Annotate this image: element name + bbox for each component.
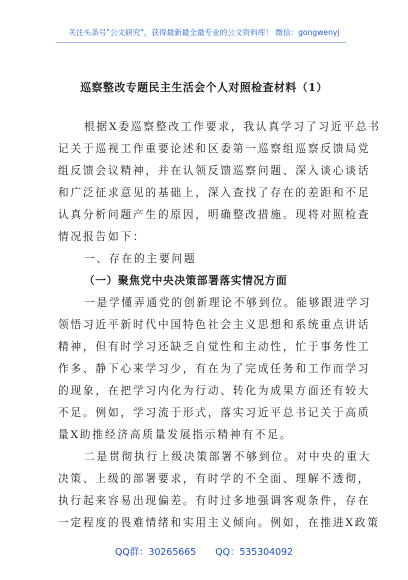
document-title: 巡察整改专题民主生活会个人对照检查材料（1） [80,81,328,94]
qq-group-label: QQ群：30265665 [114,547,197,558]
paragraph-line: 作多、静下心来学习少，有在为了完成任务和工作而学习 [58,363,371,375]
paragraph-line: 领悟习近平新时代中国特色社会主义思想和系统重点讲话 [58,319,371,331]
paragraph-line: 决策、上级的部署要求，有时学的不全面、理解不透彻， [58,473,371,485]
paragraph-line: 一定程度的畏难情绪和实用主义倾向。例如，在推进X政策 [58,517,380,529]
paragraph-line: 认真分析问题产生的原因，明确整改措施。现将对照检查 [58,209,371,221]
paragraph-line: 一是学懂弄通党的创新理论不够到位。能够跟进学习 [84,297,372,309]
paragraph-line: 的现象，在把学习内化为行动、转化为成果方面还有较大 [58,385,371,397]
paragraph-line: 根据X委巡察整改工作要求，我认真学习了习近平总书 [84,121,381,133]
paragraph-line: 记关于巡视工作重要论述和区委第一巡察组巡察反馈局党 [58,143,371,155]
contact-footer [0,544,408,558]
paragraph-line: 精神，但有时学习还缺乏自觉性和主动性，忙于事务性工 [58,341,371,353]
paragraph-line: 量X助推经济高质量发展指示精神有不足。 [58,429,293,441]
banner-divider [56,42,346,43]
paragraph-line: 二是贯彻执行上级决策部署不够到位。对中央的重大 [84,451,372,463]
paragraph-line: 和广泛征求意见的基础上，深入查找了存在的差距和不足 [58,187,371,199]
paragraph-line: 执行起来容易出现偏差。有时过多地强调客观条件，存在 [58,495,371,507]
paragraph-line: 不足。例如，学习流于形式，落实习近平总书记关于高质 [58,407,371,419]
subsection-heading: （一）聚焦党中央决策部署落实情况方面 [84,275,288,287]
paragraph-line: 组反馈会议精神，并在认领反馈巡察问题、深入谈心谈话 [58,165,371,177]
section-heading: 一、存在的主要问题 [84,253,197,265]
paragraph-line: 情况报告如下： [58,231,146,243]
qq-number-label: QQ：535304092 [215,547,294,558]
promo-banner: 关注头条号"公文研究"，获得最新最全最专业的公文资料库！ 微信：gongwenyj [68,28,340,37]
